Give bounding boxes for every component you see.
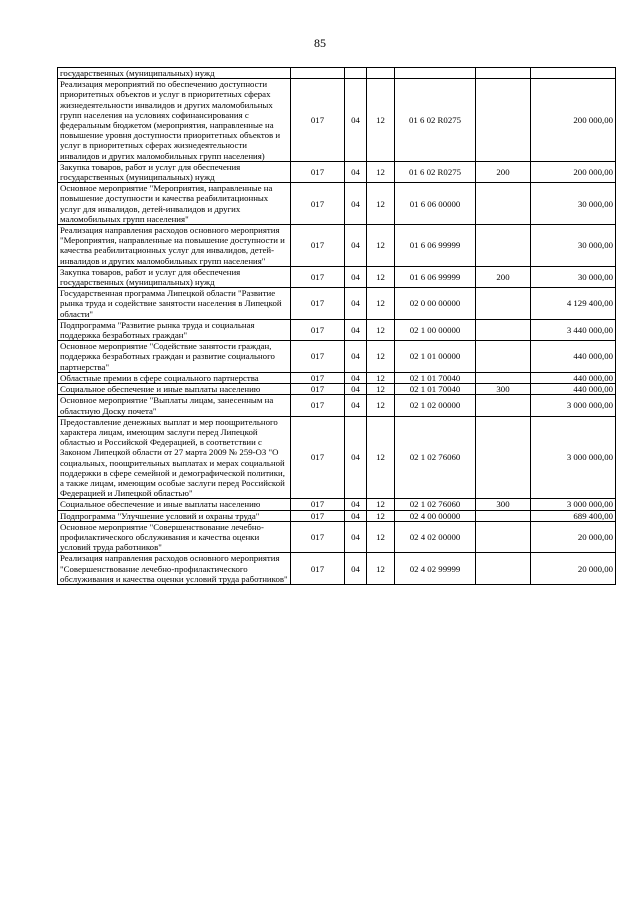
amount-cell: 440 000,00 [531,372,616,383]
section-code-cell: 04 [345,384,367,395]
expense-type-code-cell [476,79,531,162]
expense-type-code-cell [476,395,531,416]
expense-type-code-cell [476,68,531,79]
item-name-cell: Реализация направления расходов основного мероприятия "Мероприятия, направленные на повышение доступности и качества реабилитационных услуг для инвалидов, детей-инвалидов и других маломобильных групп населения" [58,225,291,267]
subsection-code-cell: 12 [367,510,395,521]
subsection-code-cell: 12 [367,341,395,373]
expense-type-code-cell [476,225,531,267]
amount-cell [531,68,616,79]
section-code-cell: 04 [345,395,367,416]
amount-cell: 4 129 400,00 [531,288,616,320]
amount-cell: 440 000,00 [531,384,616,395]
item-name-cell: Подпрограмма "Развитие рынка труда и социальная поддержка безработных граждан" [58,319,291,340]
target-article-code-cell: 02 4 00 00000 [395,510,476,521]
ved-code-cell: 017 [291,395,345,416]
ved-code-cell: 017 [291,288,345,320]
amount-cell: 3 000 000,00 [531,395,616,416]
target-article-code-cell: 01 6 02 R0275 [395,79,476,162]
table-row [58,372,616,383]
subsection-code-cell: 12 [367,372,395,383]
target-article-code-cell [395,68,476,79]
target-article-code-cell: 02 1 00 00000 [395,319,476,340]
subsection-code-cell: 12 [367,225,395,267]
item-name-cell: государственных (муниципальных) нужд [58,68,291,79]
table-row [58,225,616,267]
item-name-cell: Основное мероприятие "Выплаты лицам, занесенным на областную Доску почета" [58,395,291,416]
item-name-cell: Основное мероприятие "Мероприятия, направленные на повышение доступности и качества реабилитационных услуг для инвалидов, детей-инвалидов и других маломобильных групп населения" [58,183,291,225]
target-article-code-cell: 02 1 02 00000 [395,395,476,416]
target-article-code-cell: 02 1 01 00000 [395,341,476,373]
section-code-cell: 04 [345,319,367,340]
item-name-cell: Государственная программа Липецкой области "Развитие рынка труда и содействие занятости населения в Липецкой области" [58,288,291,320]
target-article-code-cell: 01 6 06 99999 [395,266,476,287]
page-number: 85 [314,36,326,50]
expense-type-code-cell: 200 [476,161,531,182]
subsection-code-cell: 12 [367,79,395,162]
section-code-cell: 04 [345,161,367,182]
table-row [58,499,616,510]
amount-cell: 20 000,00 [531,521,616,553]
ved-code-cell: 017 [291,183,345,225]
table-row [58,553,616,585]
amount-cell: 200 000,00 [531,79,616,162]
amount-cell: 3 440 000,00 [531,319,616,340]
table-row [58,266,616,287]
expense-type-code-cell [476,521,531,553]
section-code-cell: 04 [345,183,367,225]
item-name-cell: Реализация мероприятий по обеспечению доступности приоритетных объектов и услуг в приоритетных сферах жизнедеятельности инвалидов и других маломобильных групп населения на условиях софинансирования с федеральным бюджетом (мероприятия, направленные на повышение уровня доступности приоритетных объектов и услуг в приоритетных сферах жизнедеятельности инвалидов и других маломобильных групп населения) [58,79,291,162]
subsection-code-cell: 12 [367,395,395,416]
section-code-cell: 04 [345,79,367,162]
subsection-code-cell: 12 [367,183,395,225]
table-row [58,68,616,79]
expense-type-code-cell: 300 [476,384,531,395]
table-row [58,161,616,182]
section-code-cell: 04 [345,288,367,320]
target-article-code-cell: 02 0 00 00000 [395,288,476,320]
ved-code-cell: 017 [291,499,345,510]
expense-type-code-cell: 200 [476,266,531,287]
item-name-cell: Основное мероприятие "Совершенствование лечебно-профилактического обслуживания и качества оценки условий труда работников" [58,521,291,553]
ved-code-cell: 017 [291,161,345,182]
item-name-cell: Социальное обеспечение и иные выплаты населению [58,384,291,395]
target-article-code-cell: 01 6 06 00000 [395,183,476,225]
table-row [58,183,616,225]
table-row [58,319,616,340]
table-body [58,68,616,585]
target-article-code-cell: 02 4 02 99999 [395,553,476,585]
subsection-code-cell: 12 [367,521,395,553]
section-code-cell: 04 [345,225,367,267]
section-code-cell: 04 [345,510,367,521]
ved-code-cell: 017 [291,510,345,521]
subsection-code-cell: 12 [367,416,395,499]
item-name-cell: Подпрограмма "Улучшение условий и охраны труда" [58,510,291,521]
budget-table [57,67,616,585]
table-row [58,288,616,320]
table-row [58,341,616,373]
subsection-code-cell [367,68,395,79]
amount-cell: 200 000,00 [531,161,616,182]
table-row [58,521,616,553]
subsection-code-cell: 12 [367,266,395,287]
subsection-code-cell: 12 [367,384,395,395]
expense-type-code-cell [476,288,531,320]
section-code-cell: 04 [345,372,367,383]
expense-type-code-cell [476,553,531,585]
ved-code-cell: 017 [291,553,345,585]
ved-code-cell: 017 [291,521,345,553]
ved-code-cell: 017 [291,341,345,373]
target-article-code-cell: 02 1 01 70040 [395,372,476,383]
expense-type-code-cell [476,319,531,340]
target-article-code-cell: 02 1 01 70040 [395,384,476,395]
target-article-code-cell: 02 1 02 76060 [395,499,476,510]
expense-type-code-cell [476,416,531,499]
expense-type-code-cell [476,510,531,521]
amount-cell: 30 000,00 [531,225,616,267]
ved-code-cell: 017 [291,225,345,267]
ved-code-cell: 017 [291,79,345,162]
subsection-code-cell: 12 [367,288,395,320]
expense-type-code-cell [476,183,531,225]
item-name-cell: Основное мероприятие "Содействие занятости граждан, поддержка безработных граждан и развитие социального партнерства" [58,341,291,373]
item-name-cell: Реализация направления расходов основного мероприятия "Совершенствование лечебно-профилактического обслуживания и качества оценки условий труда работников" [58,553,291,585]
table-row [58,510,616,521]
subsection-code-cell: 12 [367,319,395,340]
ved-code-cell: 017 [291,372,345,383]
target-article-code-cell: 02 1 02 76060 [395,416,476,499]
subsection-code-cell: 12 [367,553,395,585]
section-code-cell: 04 [345,416,367,499]
ved-code-cell [291,68,345,79]
target-article-code-cell: 01 6 02 R0275 [395,161,476,182]
section-code-cell: 04 [345,341,367,373]
ved-code-cell: 017 [291,266,345,287]
item-name-cell: Предоставление денежных выплат и мер поощрительного характера лицам, имеющим заслуги перед Липецкой областью и Российской Федерацией, в соответствии с Законом Липецкой области от 27 марта 2009 № 259-ОЗ "О социальных, поощрительных выплатах и мерах социальной поддержки в сфере семейной и демографической политики, а также лицам, имеющим особые заслуги перед Российской Федерацией и Липецкой областью" [58,416,291,499]
amount-cell: 3 000 000,00 [531,416,616,499]
target-article-code-cell: 01 6 06 99999 [395,225,476,267]
subsection-code-cell: 12 [367,499,395,510]
amount-cell: 30 000,00 [531,266,616,287]
item-name-cell: Закупка товаров, работ и услуг для обеспечения государственных (муниципальных) нужд [58,161,291,182]
ved-code-cell: 017 [291,319,345,340]
item-name-cell: Областные премии в сфере социального партнерства [58,372,291,383]
section-code-cell: 04 [345,521,367,553]
amount-cell: 20 000,00 [531,553,616,585]
ved-code-cell: 017 [291,416,345,499]
amount-cell: 689 400,00 [531,510,616,521]
table-row [58,395,616,416]
subsection-code-cell: 12 [367,161,395,182]
section-code-cell: 04 [345,553,367,585]
expense-type-code-cell: 300 [476,499,531,510]
section-code-cell: 04 [345,266,367,287]
item-name-cell: Социальное обеспечение и иные выплаты населению [58,499,291,510]
section-code-cell [345,68,367,79]
ved-code-cell: 017 [291,384,345,395]
table-row [58,79,616,162]
table-row [58,384,616,395]
section-code-cell: 04 [345,499,367,510]
table-row [58,416,616,499]
amount-cell: 440 000,00 [531,341,616,373]
amount-cell: 3 000 000,00 [531,499,616,510]
expense-type-code-cell [476,341,531,373]
target-article-code-cell: 02 4 02 00000 [395,521,476,553]
item-name-cell: Закупка товаров, работ и услуг для обеспечения государственных (муниципальных) нужд [58,266,291,287]
expense-type-code-cell [476,372,531,383]
amount-cell: 30 000,00 [531,183,616,225]
